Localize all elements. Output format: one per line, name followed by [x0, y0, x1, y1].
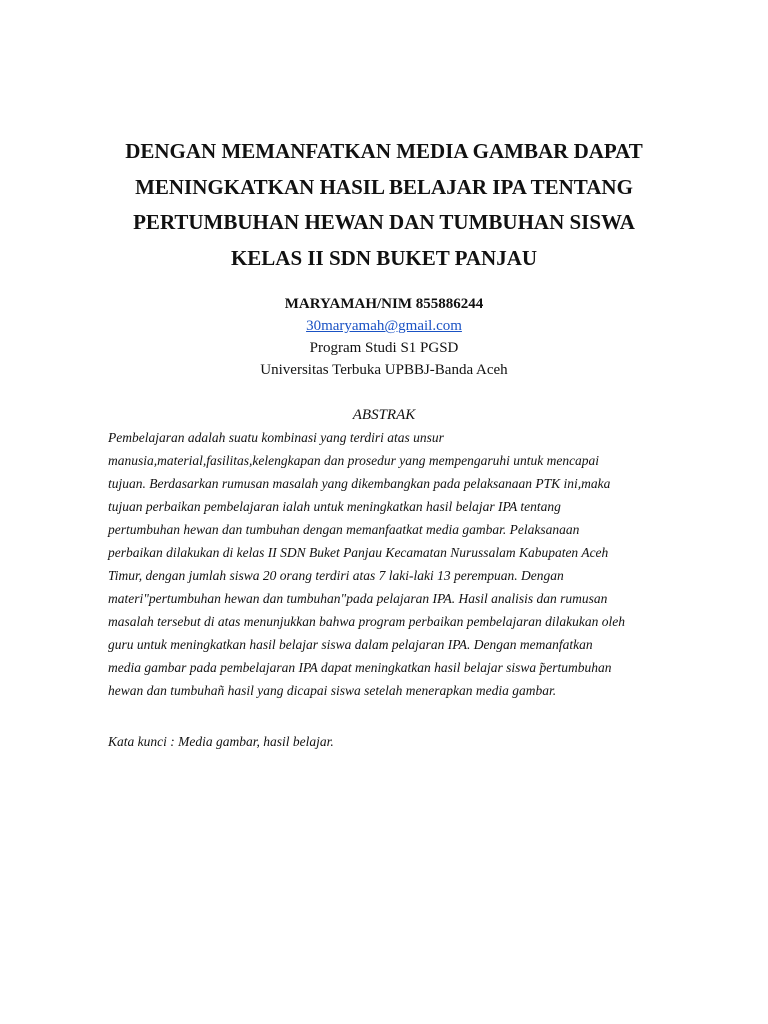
abstract-line: Pembelajaran adalah suatu kombinasi yang terdiri atas unsur	[108, 430, 444, 445]
abstract-line: hewan dan tumbuhañ hasil yang dicapai siswa setelah menerapkan media gambar.	[108, 683, 557, 698]
author-name: MARYAMAH/NIM 855886244	[284, 296, 484, 312]
abstract-line: guru untuk meningkatkan hasil belajar siswa dalam pelajaran IPA. Dengan memanfatkan	[108, 637, 593, 652]
abstract-line: tujuan. Berdasarkan rumusan masalah yang dikembangkan pada pelaksanaan PTK ini,maka	[108, 476, 611, 491]
abstract-line: tujuan perbaikan pembelajaran ialah untuk meningkatkan hasil belajar IPA tentang	[108, 499, 561, 514]
study-program: Program Studi S1 PGSD	[309, 340, 459, 356]
keywords: Kata kunci : Media gambar, hasil belajar.	[108, 734, 334, 749]
title-line: KELAS II SDN BUKET PANJAU	[230, 245, 538, 270]
abstract-line: materi"pertumbuhan hewan dan tumbuhan"pada pelajaran IPA. Hasil analisis dan rumusan	[108, 591, 608, 606]
title-line: DENGAN MEMANFATKAN MEDIA GAMBAR DAPAT	[125, 139, 643, 163]
paper-title	[100, 134, 668, 276]
abstract-line: Timur, dengan jumlah siswa 20 orang terdiri atas 7 laki-laki 13 perempuan. Dengan	[108, 568, 564, 583]
abstract-line: pertumbuhan hewan dan tumbuhan dengan memanfaatkat media gambar. Pelaksanaan	[108, 522, 580, 537]
title-line: MENINGKATKAN HASIL BELAJAR IPA TENTANG	[135, 174, 633, 199]
author-block	[100, 293, 668, 381]
title-line: PERTUMBUHAN HEWAN DAN TUMBUHAN SISWA	[133, 210, 635, 234]
abstract-line: media gambar pada pembelajaran IPA dapat meningkatkan hasil belajar siswa ̃pertumbuhan	[108, 660, 612, 675]
abstract-line: masalah tersebut di atas menunjukkan bahwa program perbaikan pembelajaran dilakukan oleh	[108, 614, 625, 629]
abstract-line: perbaikan dilakukan di kelas II SDN Buket Panjau Kecamatan Nurussalam Kabupaten Aceh	[108, 545, 609, 560]
institution: Universitas Terbuka UPBBJ-Banda Aceh	[260, 362, 508, 378]
author-email-link[interactable]: 30maryamah@gmail.com	[306, 318, 462, 334]
abstract-line: manusia,material,fasilitas,kelengkapan dan prosedur yang mempengaruhi untuk mencapai	[108, 453, 600, 468]
abstract-heading: ABSTRAK	[352, 407, 416, 423]
